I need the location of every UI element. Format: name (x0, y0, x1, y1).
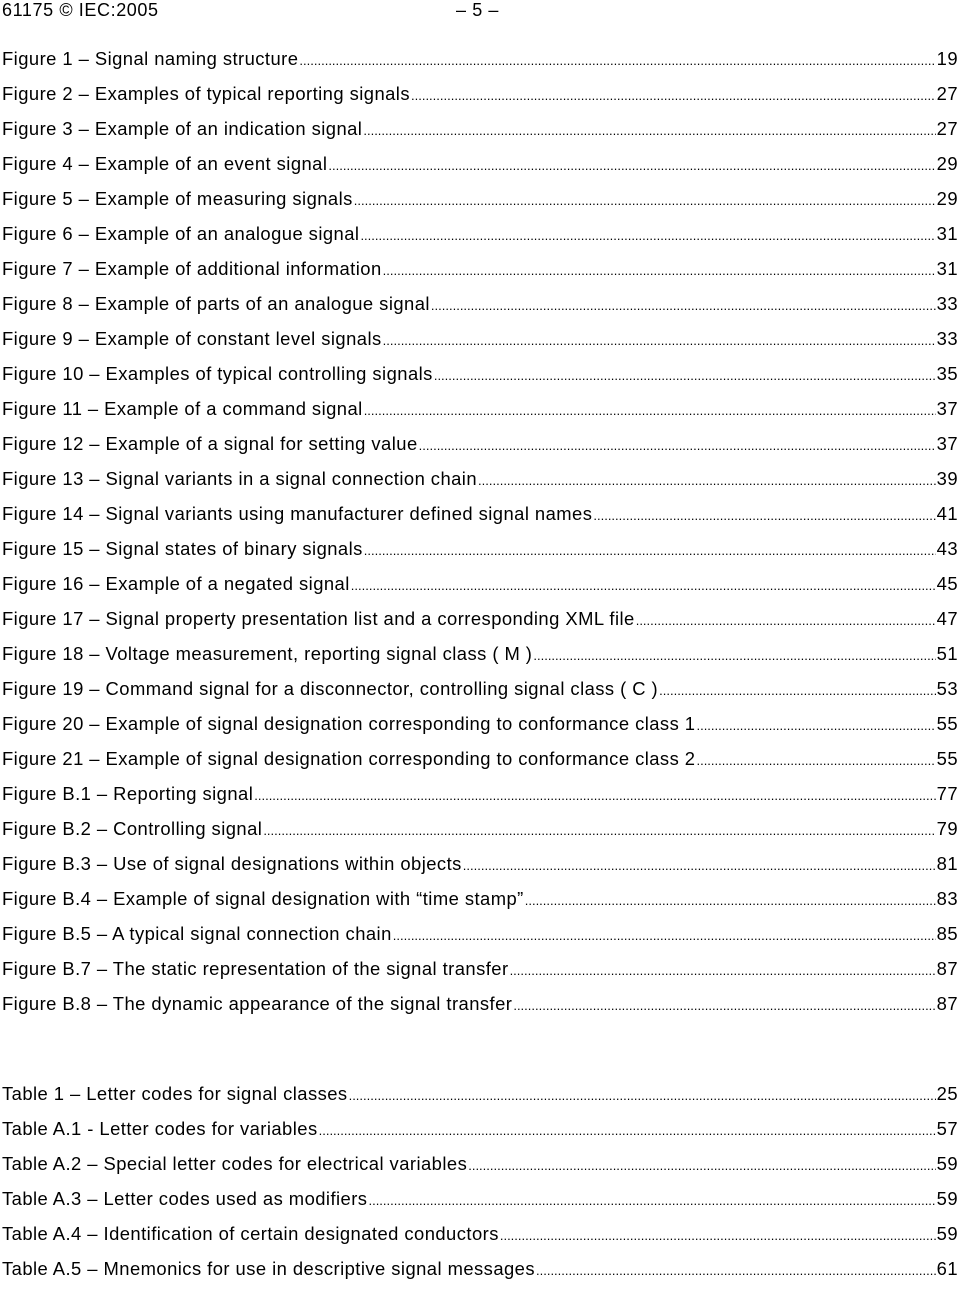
figure-entry-label: Figure 4 – Example of an event signal (2, 153, 328, 174)
dot-leader (393, 928, 936, 943)
table-entry-page-number: 59 (936, 1188, 958, 1209)
dot-leader (696, 718, 935, 733)
dot-leader (500, 1228, 936, 1243)
figure-entry-label: Figure 6 – Example of an analogue signal (2, 223, 360, 244)
figure-entry-page-number: 55 (936, 713, 958, 734)
table-entry[interactable] (0, 1258, 960, 1293)
figure-entry-label: Figure 8 – Example of parts of an analogue signal (2, 293, 430, 314)
dot-leader (593, 508, 935, 523)
dot-leader (364, 543, 936, 558)
figure-entry-label: Figure B.7 – The static representation of the signal transfer (2, 958, 509, 979)
figure-entry-page-number: 79 (936, 818, 958, 839)
dot-leader (383, 333, 936, 348)
figure-entry[interactable] (0, 503, 960, 538)
table-entry[interactable] (0, 1188, 960, 1223)
dot-leader (696, 753, 935, 768)
dot-leader (536, 1263, 936, 1278)
table-entry-label: Table A.1 - Letter codes for variables (2, 1118, 318, 1139)
figure-entry-page-number: 31 (936, 258, 958, 279)
figure-entry[interactable] (0, 993, 960, 1028)
table-entry-label: Table 1 – Letter codes for signal classes (2, 1083, 348, 1104)
figure-entry-page-number: 39 (936, 468, 958, 489)
table-entry-label: Table A.4 – Identification of certain designated conductors (2, 1223, 499, 1244)
table-entry-page-number: 59 (936, 1153, 958, 1174)
figure-entry[interactable] (0, 293, 960, 328)
figure-entry-label: Figure 1 – Signal naming structure (2, 48, 299, 69)
figure-entry[interactable] (0, 328, 960, 363)
figure-entry-label: Figure B.3 – Use of signal designations within objects (2, 853, 462, 874)
dot-leader (328, 158, 935, 173)
dot-leader (411, 88, 936, 103)
table-entry[interactable] (0, 1153, 960, 1188)
figure-entry-label: Figure 9 – Example of constant level signals (2, 328, 382, 349)
dot-leader (533, 648, 935, 663)
figure-entry[interactable] (0, 83, 960, 118)
dot-leader (383, 263, 936, 278)
dot-leader (468, 1158, 935, 1173)
figure-entry[interactable] (0, 643, 960, 678)
table-entry-page-number: 25 (936, 1083, 958, 1104)
figure-entry-page-number: 81 (936, 853, 958, 874)
table-entry-page-number: 59 (936, 1223, 958, 1244)
figure-entry-page-number: 35 (936, 363, 958, 384)
figure-entry-page-number: 43 (936, 538, 958, 559)
figure-entry-page-number: 47 (936, 608, 958, 629)
figure-entry-label: Figure 14 – Signal variants using manufacturer defined signal names (2, 503, 593, 524)
document-id: 61175 © IEC:2005 (2, 0, 159, 20)
figure-entry-label: Figure 19 – Command signal for a disconnector, controlling signal class ( C ) (2, 678, 659, 699)
figure-entry[interactable] (0, 538, 960, 573)
figure-entry[interactable] (0, 258, 960, 293)
figure-entry-label: Figure 7 – Example of additional information (2, 258, 382, 279)
figure-entry-page-number: 37 (936, 433, 958, 454)
figure-entry-label: Figure B.8 – The dynamic appearance of the signal transfer (2, 993, 513, 1014)
figure-entry-page-number: 37 (936, 398, 958, 419)
figure-entry[interactable] (0, 433, 960, 468)
table-entry[interactable] (0, 1223, 960, 1258)
table-entry-page-number: 57 (936, 1118, 958, 1139)
figure-entry[interactable] (0, 853, 960, 888)
dot-leader (299, 53, 935, 68)
figure-entry-label: Figure 17 – Signal property presentation list and a corresponding XML file (2, 608, 635, 629)
figure-entry[interactable] (0, 223, 960, 258)
table-entry[interactable] (0, 1118, 960, 1153)
dot-leader (364, 403, 936, 418)
figure-entry-page-number: 27 (936, 118, 958, 139)
figure-entry[interactable] (0, 713, 960, 748)
dot-leader (354, 193, 936, 208)
table-entry-label: Table A.5 – Mnemonics for use in descriptive signal messages (2, 1258, 535, 1279)
figure-entry[interactable] (0, 678, 960, 713)
figure-entry-label: Figure B.4 – Example of signal designation with “time stamp” (2, 888, 524, 909)
figure-entry-label: Figure 13 – Signal variants in a signal connection chain (2, 468, 478, 489)
figure-entry-page-number: 29 (936, 188, 958, 209)
figure-entry-label: Figure B.2 – Controlling signal (2, 818, 263, 839)
figure-entry[interactable] (0, 468, 960, 503)
figure-entry[interactable] (0, 48, 960, 83)
table-entry-label: Table A.2 – Special letter codes for electrical variables (2, 1153, 468, 1174)
figure-entry-page-number: 87 (936, 958, 958, 979)
figure-entry[interactable] (0, 748, 960, 783)
table-entry-page-number: 61 (936, 1258, 958, 1279)
figure-entry-label: Figure 15 – Signal states of binary signals (2, 538, 363, 559)
figure-entry-page-number: 33 (936, 328, 958, 349)
figure-entry-label: Figure 12 – Example of a signal for setting value (2, 433, 418, 454)
dot-leader (513, 998, 935, 1013)
dot-leader (263, 823, 935, 838)
table-entry[interactable] (0, 1083, 960, 1118)
figure-entry-page-number: 31 (936, 223, 958, 244)
figure-entry-page-number: 85 (936, 923, 958, 944)
dot-leader (434, 368, 936, 383)
list-of-figures (0, 48, 960, 1028)
figure-entry-label: Figure B.5 – A typical signal connection chain (2, 923, 392, 944)
dot-leader (636, 613, 936, 628)
figure-entry[interactable] (0, 573, 960, 608)
figure-entry[interactable] (0, 118, 960, 153)
dot-leader (478, 473, 936, 488)
dot-leader (419, 438, 936, 453)
figure-entry-page-number: 83 (936, 888, 958, 909)
figure-entry[interactable] (0, 153, 960, 188)
figure-entry[interactable] (0, 958, 960, 993)
figure-entry-label: Figure 2 – Examples of typical reporting signals (2, 83, 410, 104)
page-number: – 5 – (456, 0, 500, 20)
table-entry-label: Table A.3 – Letter codes used as modifiers (2, 1188, 368, 1209)
dot-leader (360, 228, 935, 243)
figure-entry-page-number: 53 (936, 678, 958, 699)
dot-leader (525, 893, 936, 908)
figure-entry-page-number: 41 (936, 503, 958, 524)
figure-entry-label: Figure 18 – Voltage measurement, reporting signal class ( M ) (2, 643, 533, 664)
figure-entry[interactable] (0, 818, 960, 853)
figure-entry-label: Figure 11 – Example of a command signal (2, 398, 363, 419)
page-header (0, 0, 960, 26)
list-of-tables (0, 1083, 960, 1293)
figure-entry-page-number: 33 (936, 293, 958, 314)
figure-entry-page-number: 19 (936, 48, 958, 69)
figure-entry-page-number: 55 (936, 748, 958, 769)
dot-leader (351, 578, 936, 593)
dot-leader (510, 963, 936, 978)
figure-entry[interactable] (0, 783, 960, 818)
dot-leader (368, 1193, 935, 1208)
figure-entry-page-number: 51 (936, 643, 958, 664)
figure-entry-label: Figure 16 – Example of a negated signal (2, 573, 350, 594)
dot-leader (463, 858, 936, 873)
figure-entry-label: Figure 21 – Example of signal designation corresponding to conformance class 2 (2, 748, 696, 769)
figure-entry-page-number: 29 (936, 153, 958, 174)
dot-leader (319, 1123, 936, 1138)
figure-entry[interactable] (0, 608, 960, 643)
figure-entry[interactable] (0, 363, 960, 398)
figure-entry-page-number: 87 (936, 993, 958, 1014)
figure-entry[interactable] (0, 923, 960, 958)
dot-leader (349, 1088, 936, 1103)
figure-entry[interactable] (0, 888, 960, 923)
figure-entry-page-number: 45 (936, 573, 958, 594)
figure-entry-label: Figure 5 – Example of measuring signals (2, 188, 353, 209)
dot-leader (431, 298, 936, 313)
figure-entry-page-number: 27 (936, 83, 958, 104)
figure-entry-label: Figure B.1 – Reporting signal (2, 783, 254, 804)
figure-entry-label: Figure 20 – Example of signal designation corresponding to conformance class 1 (2, 713, 696, 734)
dot-leader (363, 123, 935, 138)
figure-entry[interactable] (0, 188, 960, 223)
dot-leader (254, 788, 935, 803)
figure-entry-page-number: 77 (936, 783, 958, 804)
figure-entry-label: Figure 3 – Example of an indication signal (2, 118, 363, 139)
dot-leader (659, 683, 936, 698)
figure-entry-label: Figure 10 – Examples of typical controlling signals (2, 363, 433, 384)
figure-entry[interactable] (0, 398, 960, 433)
